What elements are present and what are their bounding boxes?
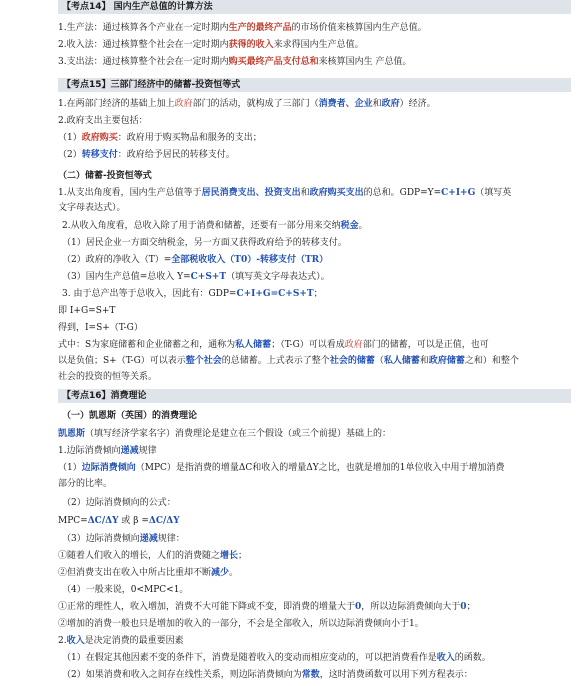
paragraph: ②增加的消费一般也只是增加的收入的一部分，不会是全部收入，所以边际消费倾向小于1。 <box>58 619 424 629</box>
paragraph: （3）边际消费倾向递减规律： <box>62 534 185 544</box>
paragraph: （1）边际消费倾向（MPC）是指消费的增量ΔC和收入的增量ΔY之比，也就是增加的1单位收入中用于增加消费 <box>58 463 505 473</box>
formula: MPC=ΔC/ΔY 或 β =ΔC/ΔY <box>58 516 180 526</box>
paragraph: 1.在两部门经济的基础上加上政府部门的活动，就构成了三部门（消费者、企业和政府）经济。 <box>58 99 436 109</box>
section-15-heading: 【考点15】三部门经济中的储蓄-投资恒等式 <box>58 78 571 92</box>
paragraph: （2）转移支付：政府给予居民的转移支付。 <box>58 150 235 160</box>
paragraph: 3.支出法：通过核算整个社会在一定时期内购买最终产品支付总和来核算国内生 产总值。 <box>58 57 412 67</box>
subsection-heading: （二）储蓄-投资恒等式 <box>58 171 152 181</box>
paragraph: 2.收入是决定消费的最重要因素 <box>58 636 184 646</box>
paragraph: （1）在假定其他因素不变的条件下，消费是随着收入的变动而相应变动的，可以把消费看作是收入的函数。 <box>62 653 491 663</box>
paragraph: （2）政府的净收入（T）=全部税收收入（T0）-转移支付（TR） <box>62 255 329 265</box>
paragraph: ②但消费支出在收入中所占比重却不断减少。 <box>58 568 239 578</box>
paragraph: ①正常的理性人，收入增加，消费不大可能下降或不变，即消费的增量大于0，所以边际消费倾向大于0； <box>58 602 476 612</box>
paragraph: 式中：S为家庭储蓄和企业储蓄之和，通称为私人储蓄；（T-G）可以看成政府部门的储蓄，可以是正值，也可 <box>58 340 489 350</box>
paragraph: （2）边际消费倾向的公式： <box>62 498 176 508</box>
paragraph: 3. 由于总产出等于总收入，因此有：GDP=C+I+G=C+S+T； <box>62 289 323 299</box>
paragraph: （3）国内生产总值=总收入 Y=C+S+T（填写英文字母表达式）。 <box>62 272 330 282</box>
paragraph: （4）一般来说，0<MPC<1。 <box>62 585 189 595</box>
paragraph: 1.边际消费倾向递减规律 <box>58 446 157 456</box>
paragraph: （1）居民企业一方面交纳税金，另一方面又获得政府给予的转移支付。 <box>62 238 347 248</box>
paragraph: （1）政府购买：政府用于购买物品和服务的支出； <box>58 133 262 143</box>
paragraph: 社会的投资的恒等关系。 <box>58 372 158 382</box>
paragraph: 1.从支出角度看，国内生产总值等于居民消费支出、投资支出和政府购买支出的总和。GDP=Y=C+I+G（填写英 <box>58 188 512 198</box>
paragraph: （2）如果消费和收入之间存在线性关系，则边际消费倾向为常数，这时消费函数可以用下列方程表示： <box>62 670 473 680</box>
paragraph: ①随着人们收入的增长，人们的消费随之增长； <box>58 551 248 561</box>
section-14-heading: 【考点14】 国内生产总值的计算方法 <box>58 0 571 14</box>
paragraph: 2.从收入角度看，总收入除了用于消费和储蓄，还要有一部分用来交纳税金。 <box>62 221 368 231</box>
paragraph: 部分的比率。 <box>58 479 113 489</box>
paragraph: 得到，I=S+（T-G） <box>58 323 143 333</box>
paragraph: 2.政府支出主要包括： <box>58 116 148 126</box>
paragraph: 1.生产法：通过核算各个产业在一定时期内生产的最终产品的市场价值来核算国内生产总值。 <box>58 23 427 33</box>
paragraph: 以是负值；S+（T-G）可以表示整个社会的总储蓄。上式表示了整个社会的储蓄（私人储蓄和政府储蓄之和）和整个 <box>58 356 519 366</box>
paragraph: 文字母表达式）。 <box>58 203 126 213</box>
paragraph: 2.收入法：通过核算整个社会在一定时期内获得的收入来求得国内生产总值。 <box>58 40 364 50</box>
paragraph: 即 I+G=S+T <box>58 306 116 316</box>
section-16-heading: 【考点16】消费理论 <box>58 389 571 403</box>
subsection-heading: （一）凯恩斯（英国）的消费理论 <box>62 411 198 421</box>
paragraph: 凯恩斯（填写经济学家名字）消费理论是建立在三个假设（或三个前提）基础上的： <box>58 429 392 439</box>
